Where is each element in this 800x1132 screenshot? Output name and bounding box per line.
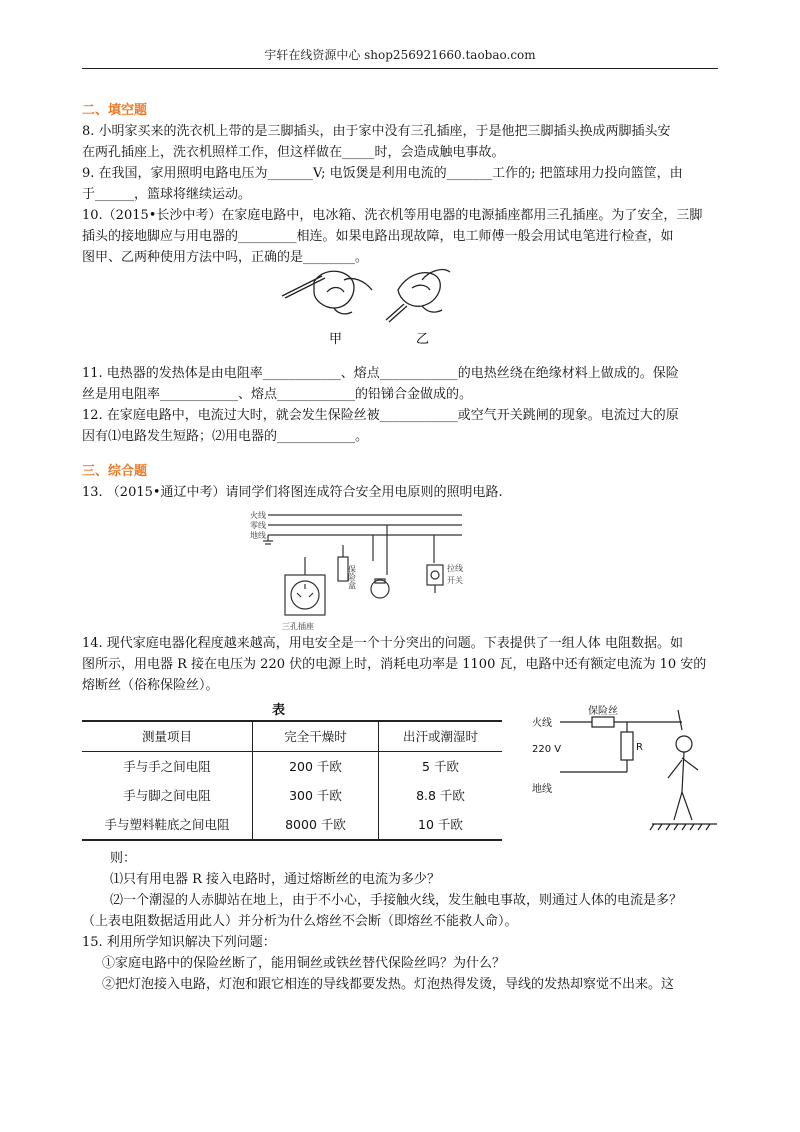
q10-line-3: 图甲、乙两种使用方法中吗，正确的是________。	[82, 250, 369, 265]
page-header: 宇轩在线资源中心 shop256921660.taobao.com	[82, 46, 718, 69]
circuit-drawing	[82, 505, 718, 633]
label-yi: 乙	[416, 332, 430, 347]
table-cell: 8.8 千欧	[416, 788, 465, 803]
table-cell: 10 千欧	[418, 817, 463, 832]
q15-sub1: ①家庭电路中的保险丝断了，能用铜丝或铁丝替代保险丝吗？为什么？	[102, 956, 506, 971]
label-jia: 甲	[329, 332, 343, 347]
label-fire: 火线	[532, 718, 552, 729]
table-header: 完全干燥时	[253, 721, 379, 752]
label-voltage: 220 V	[532, 744, 562, 755]
q8-line-1: 8. 小明家买来的洗衣机上带的是三脚插头，由于家中没有三孔插座，于是他把三脚插头换成两脚插头安	[82, 124, 671, 139]
q14-line-1: 14. 现代家庭电器化程度越来越高，用电安全是一个十分突出的问题。下表提供了一组人体 电阻数据。如	[82, 636, 683, 651]
q15-sub2: ②把灯泡接入电路，灯泡和跟它相连的导线都要发热。灯泡热得发烫，导线的发热却察觉不出来。这	[102, 977, 675, 992]
label-fire-wire: 火线	[250, 511, 266, 520]
shock-circuit-diagram	[532, 700, 718, 840]
q14-sub2-line-2: （上表电阻数据适用此人）并分析为什么熔丝不会断（即熔丝不能救人命）。	[82, 914, 518, 929]
q10-line-1: 10.（2015•长沙中考）在家庭电路中，电冰箱、洗衣机等用电器的电源插座都用三孔插座。为了安全，三脚	[82, 208, 703, 223]
test-pen-drawing	[82, 268, 718, 363]
table-cell: 300 千欧	[253, 781, 379, 810]
q14-line-2: 图所示，用电器 R 接在电压为 220 伏的电源上时，消耗电功率是 1100 瓦，电路中还有额定电流为 10 安的	[82, 657, 707, 672]
label-r: R	[636, 742, 643, 753]
table-cell: 手与脚之间电阻	[82, 781, 253, 810]
label-switch-2: 开关	[447, 576, 463, 585]
table-header: 测量项目	[82, 721, 253, 752]
label-socket: 三孔插座	[282, 622, 314, 631]
q14-then: 则：	[110, 851, 137, 866]
label-neutral-wire: 零线	[250, 521, 266, 530]
table-cell: 8000 千欧	[253, 810, 379, 840]
table-row	[82, 781, 502, 810]
q13-text: 13. （2015•通辽中考）请同学们将图连成符合安全用电原则的照明电路.	[82, 485, 503, 500]
q11-line-1: 11. 电热器的发热体是由电阻率____________、熔点____________的电热丝绕在绝缘材料上做成的。保险	[82, 366, 679, 381]
section-heading-fill-blank: 二、填空题	[82, 103, 148, 118]
table-cell: 手与手之间电阻	[82, 752, 253, 782]
label-ground-wire: 地线	[250, 531, 266, 540]
q8-line-2: 在两孔插座上，洗衣机照样工作，但这样做在_____时，会造成触电事故。	[82, 145, 505, 160]
resistance-table	[82, 720, 502, 841]
q11-line-2: 丝是用电阻率____________、熔点____________的铅锑合金做成的。	[82, 387, 473, 402]
q15-text: 15. 利用所学知识解决下列问题：	[82, 935, 276, 950]
q9-line-2: 于______，篮球将继续运动。	[82, 187, 252, 202]
q14-sub1: ⑴只有用电器 R 接入电路时，通过熔断丝的电流为多少？	[110, 872, 441, 887]
section-heading-comprehensive: 三、综合题	[82, 464, 148, 479]
q10-line-2: 插头的接地脚应与用电器的_________相连。如果电路出现故障，电工师傅一般会用试电笔进行检查，如	[82, 229, 674, 244]
table-cell: 手与塑料鞋底之间电阻	[82, 810, 253, 840]
label-fuse: 保险丝	[588, 706, 618, 717]
document-body	[82, 100, 718, 995]
label-switch-1: 拉线	[447, 564, 463, 573]
q9-line-1: 9. 在我国，家用照明电路电压为_______V; 电饭煲是利用电流的_______工作的; 把篮球用力投向篮筐，由	[82, 166, 683, 181]
table-cell: 5 千欧	[422, 759, 459, 774]
q14-figures	[82, 700, 718, 848]
label-fuse-box: 保险盒	[347, 565, 357, 589]
table-caption: 表	[272, 703, 286, 718]
table-row	[82, 752, 502, 782]
table-cell: 200 千欧	[253, 752, 379, 782]
table-row	[82, 810, 502, 840]
label-ground: 地线	[532, 784, 552, 795]
q12-line-2: 因有⑴电路发生短路；⑵用电器的____________。	[82, 429, 369, 444]
lighting-circuit-figure	[82, 505, 718, 633]
q12-line-1: 12. 在家庭电路中，电流过大时，就会发生保险丝被____________或空气开关跳闸的现象。电流过大的原	[82, 408, 679, 423]
test-pen-figure	[82, 268, 718, 363]
q14-sub2-line-1: ⑵一个潮湿的人赤脚站在地上，由于不小心，手接触火线，发生触电事故，则通过人体的电流是多？	[110, 893, 683, 908]
table-header: 出汗或潮湿时	[402, 729, 478, 744]
q14-line-3: 熔断丝（俗称保险丝）。	[82, 678, 219, 693]
